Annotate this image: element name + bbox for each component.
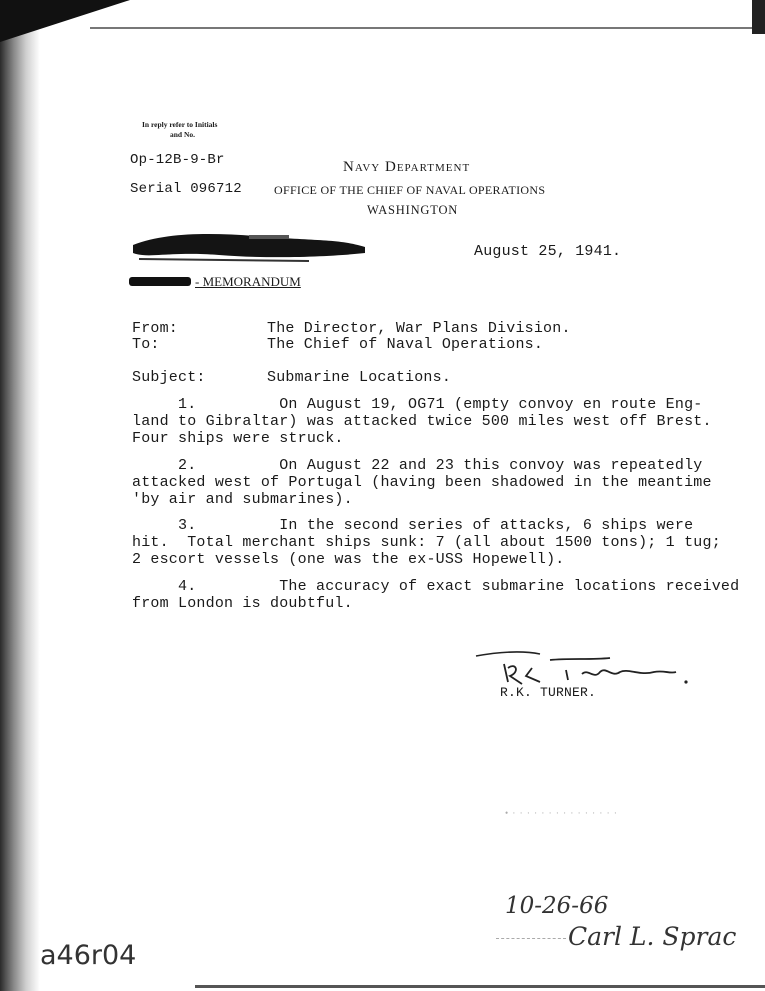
redacted-classification-word — [129, 277, 191, 286]
handwritten-signature — [470, 646, 700, 690]
office-name: OFFICE OF THE CHIEF OF NAVAL OPERATIONS — [274, 183, 546, 197]
to-value: The Chief of Naval Operations. — [267, 336, 544, 353]
paragraph-1: 1. On August 19, OG71 (empty convoy en route Eng- land to Gibraltar) was attacked twice 500 miles west off Brest. Four ships were struck. — [132, 396, 712, 447]
memo-type-line — [129, 273, 301, 291]
handwritten-date: 10-26-66 — [505, 893, 609, 919]
memo-date: August 25, 1941. — [474, 243, 622, 260]
from-value: The Director, War Plans Division. — [267, 320, 571, 337]
subject-label: Subject: — [132, 369, 206, 386]
reference-code: Op-12B-9-Br — [130, 152, 225, 168]
scan-bottom-border — [195, 985, 765, 988]
to-label: To: — [132, 336, 160, 353]
paragraph-4: 4. The accuracy of exact submarine locations received from London is doubtful. — [132, 578, 740, 612]
from-label: From: — [132, 320, 179, 337]
redacted-classification-stamp — [129, 229, 369, 267]
signature-guide-line — [496, 938, 566, 939]
faint-declassification-stamp: • · · · · · · · · · · · · · · · — [505, 808, 618, 818]
scan-top-border — [90, 27, 760, 29]
memo-type-label: - MEMORANDUM — [195, 274, 301, 289]
serial-number: Serial 096712 — [130, 181, 242, 197]
paragraph-3: 3. In the second series of attacks, 6 ships were hit. Total merchant ships sunk: 7 (all about 1500 tons); 1 tug; 2 escort vessels (one was the ex-USS Hopewell). — [132, 517, 721, 568]
scan-left-edge-shadow — [0, 0, 40, 991]
city-name: WASHINGTON — [367, 203, 459, 217]
subject-value: Submarine Locations. — [267, 369, 452, 386]
department-name: Navy Department — [343, 159, 471, 175]
reply-reference-note — [142, 120, 217, 140]
reply-note-line-2: and No. — [170, 130, 196, 139]
handwritten-archive-code: a46r04 — [40, 940, 137, 971]
scan-right-corner-mark — [752, 0, 765, 34]
scan-top-corner-fold — [0, 0, 130, 42]
paragraph-2: 2. On August 22 and 23 this convoy was repeatedly attacked west of Portugal (having been shadowed in the meantime 'by air and submarines). — [132, 457, 712, 508]
signatory-name: R.K. TURNER. — [500, 685, 597, 700]
handwritten-declassifier-signature: Carl L. Sprac — [568, 922, 737, 951]
reply-note-line-1: In reply refer to Initials — [142, 120, 218, 129]
